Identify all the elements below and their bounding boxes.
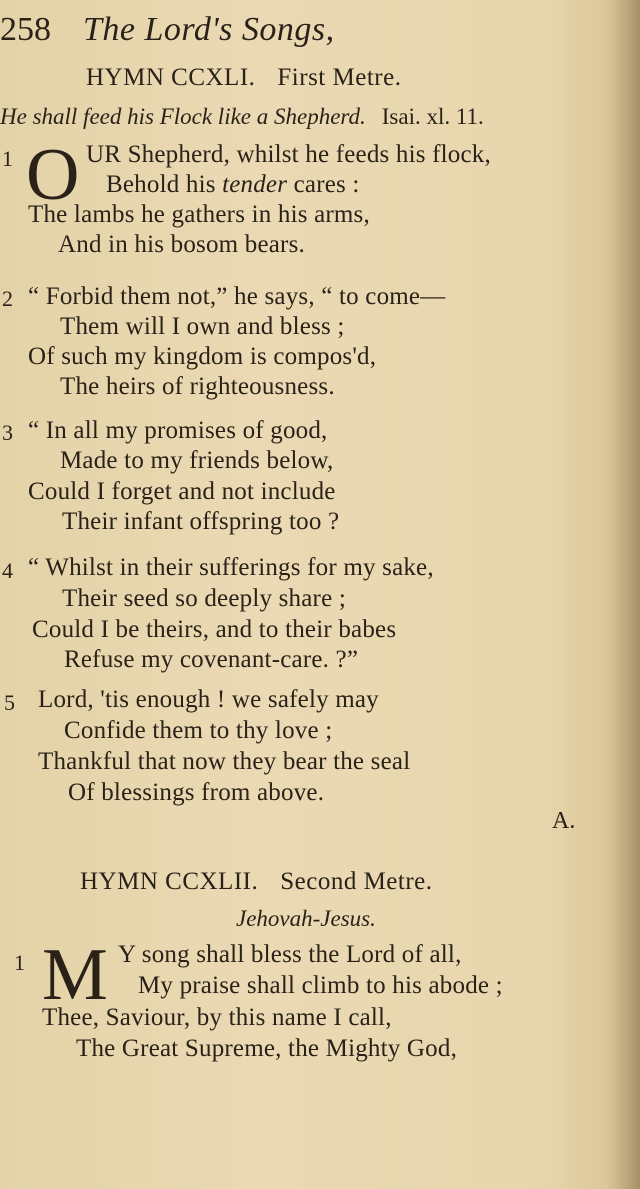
hymn-number: HYMN CCXLI. [86, 64, 256, 91]
verse-line: “ In all my promises of good, [28, 417, 328, 444]
verse-number: 3 [2, 420, 13, 445]
hymn-242-subtitle: Jehovah-Jesus. [236, 906, 376, 931]
verse-line: My praise shall climb to his abode ; [138, 972, 503, 999]
verse-line: The Great Supreme, the Mighty God, [76, 1035, 458, 1062]
verse-line: Their seed so deeply share ; [62, 585, 346, 612]
verse-line: The heirs of righteousness. [60, 373, 335, 400]
verse-line: The lambs he gathers in his arms, [28, 201, 370, 228]
verse-line: Made to my friends below, [60, 447, 334, 474]
verse-line: And in his bosom bears. [58, 231, 305, 258]
text-span: cares : [287, 171, 360, 198]
verse-line: “ Whilst in their sufferings for my sake, [28, 554, 434, 581]
verse-number: 1 [14, 950, 25, 975]
running-title: The Lord's Songs, [83, 11, 335, 48]
verse-line: Them will I own and bless ; [60, 313, 345, 340]
verse-line: Thee, Saviour, by this name I call, [42, 1004, 392, 1031]
drop-cap: M [42, 934, 108, 1016]
verse-number: 5 [4, 690, 15, 715]
verse-line: Of such my kingdom is compos'd, [28, 343, 377, 370]
hymn-242-heading [80, 868, 433, 896]
scripture-reference: Isai. xl. 11. [381, 104, 484, 129]
verse-line: Lord, 'tis enough ! we safely may [38, 686, 379, 713]
running-head [0, 10, 335, 50]
verse-line: Refuse my covenant-care. ?” [64, 646, 359, 673]
page-number: 258 [0, 11, 51, 48]
hymn-metre: Second Metre. [280, 868, 433, 895]
verse-line: Y song shall bless the Lord of all, [118, 941, 462, 968]
drop-cap: O [26, 134, 80, 216]
verse-line: Confide them to thy love ; [64, 717, 333, 744]
hymn-metre: First Metre. [277, 64, 402, 91]
verse-line: Their infant offspring too ? [62, 508, 340, 535]
verse-line: Thankful that now they bear the seal [38, 748, 411, 775]
italic-span: tender [222, 171, 288, 198]
page-edge-shadow [606, 0, 640, 1189]
verse-line: Could I forget and not include [28, 478, 336, 505]
hymn-241-heading [86, 64, 401, 92]
verse-line: Could I be theirs, and to their babes [32, 616, 397, 643]
verse-line: Of blessings from above. [68, 779, 325, 806]
author-signature: A. [552, 808, 576, 834]
text-span: Behold his [106, 171, 223, 198]
verse-line [106, 170, 360, 200]
verse-line: “ Forbid them not,” he says, “ to come— [28, 283, 446, 310]
verse-line: UR Shepherd, whilst he feeds his flock, [86, 141, 491, 168]
hymn-number: HYMN CCXLII. [80, 868, 259, 895]
subtitle-text: He shall feed his Flock like a Shepherd. [0, 104, 366, 129]
hymn-241-subtitle [0, 104, 484, 130]
verse-number: 4 [2, 558, 13, 583]
verse-number: 1 [2, 146, 13, 171]
verse-number: 2 [2, 286, 13, 311]
